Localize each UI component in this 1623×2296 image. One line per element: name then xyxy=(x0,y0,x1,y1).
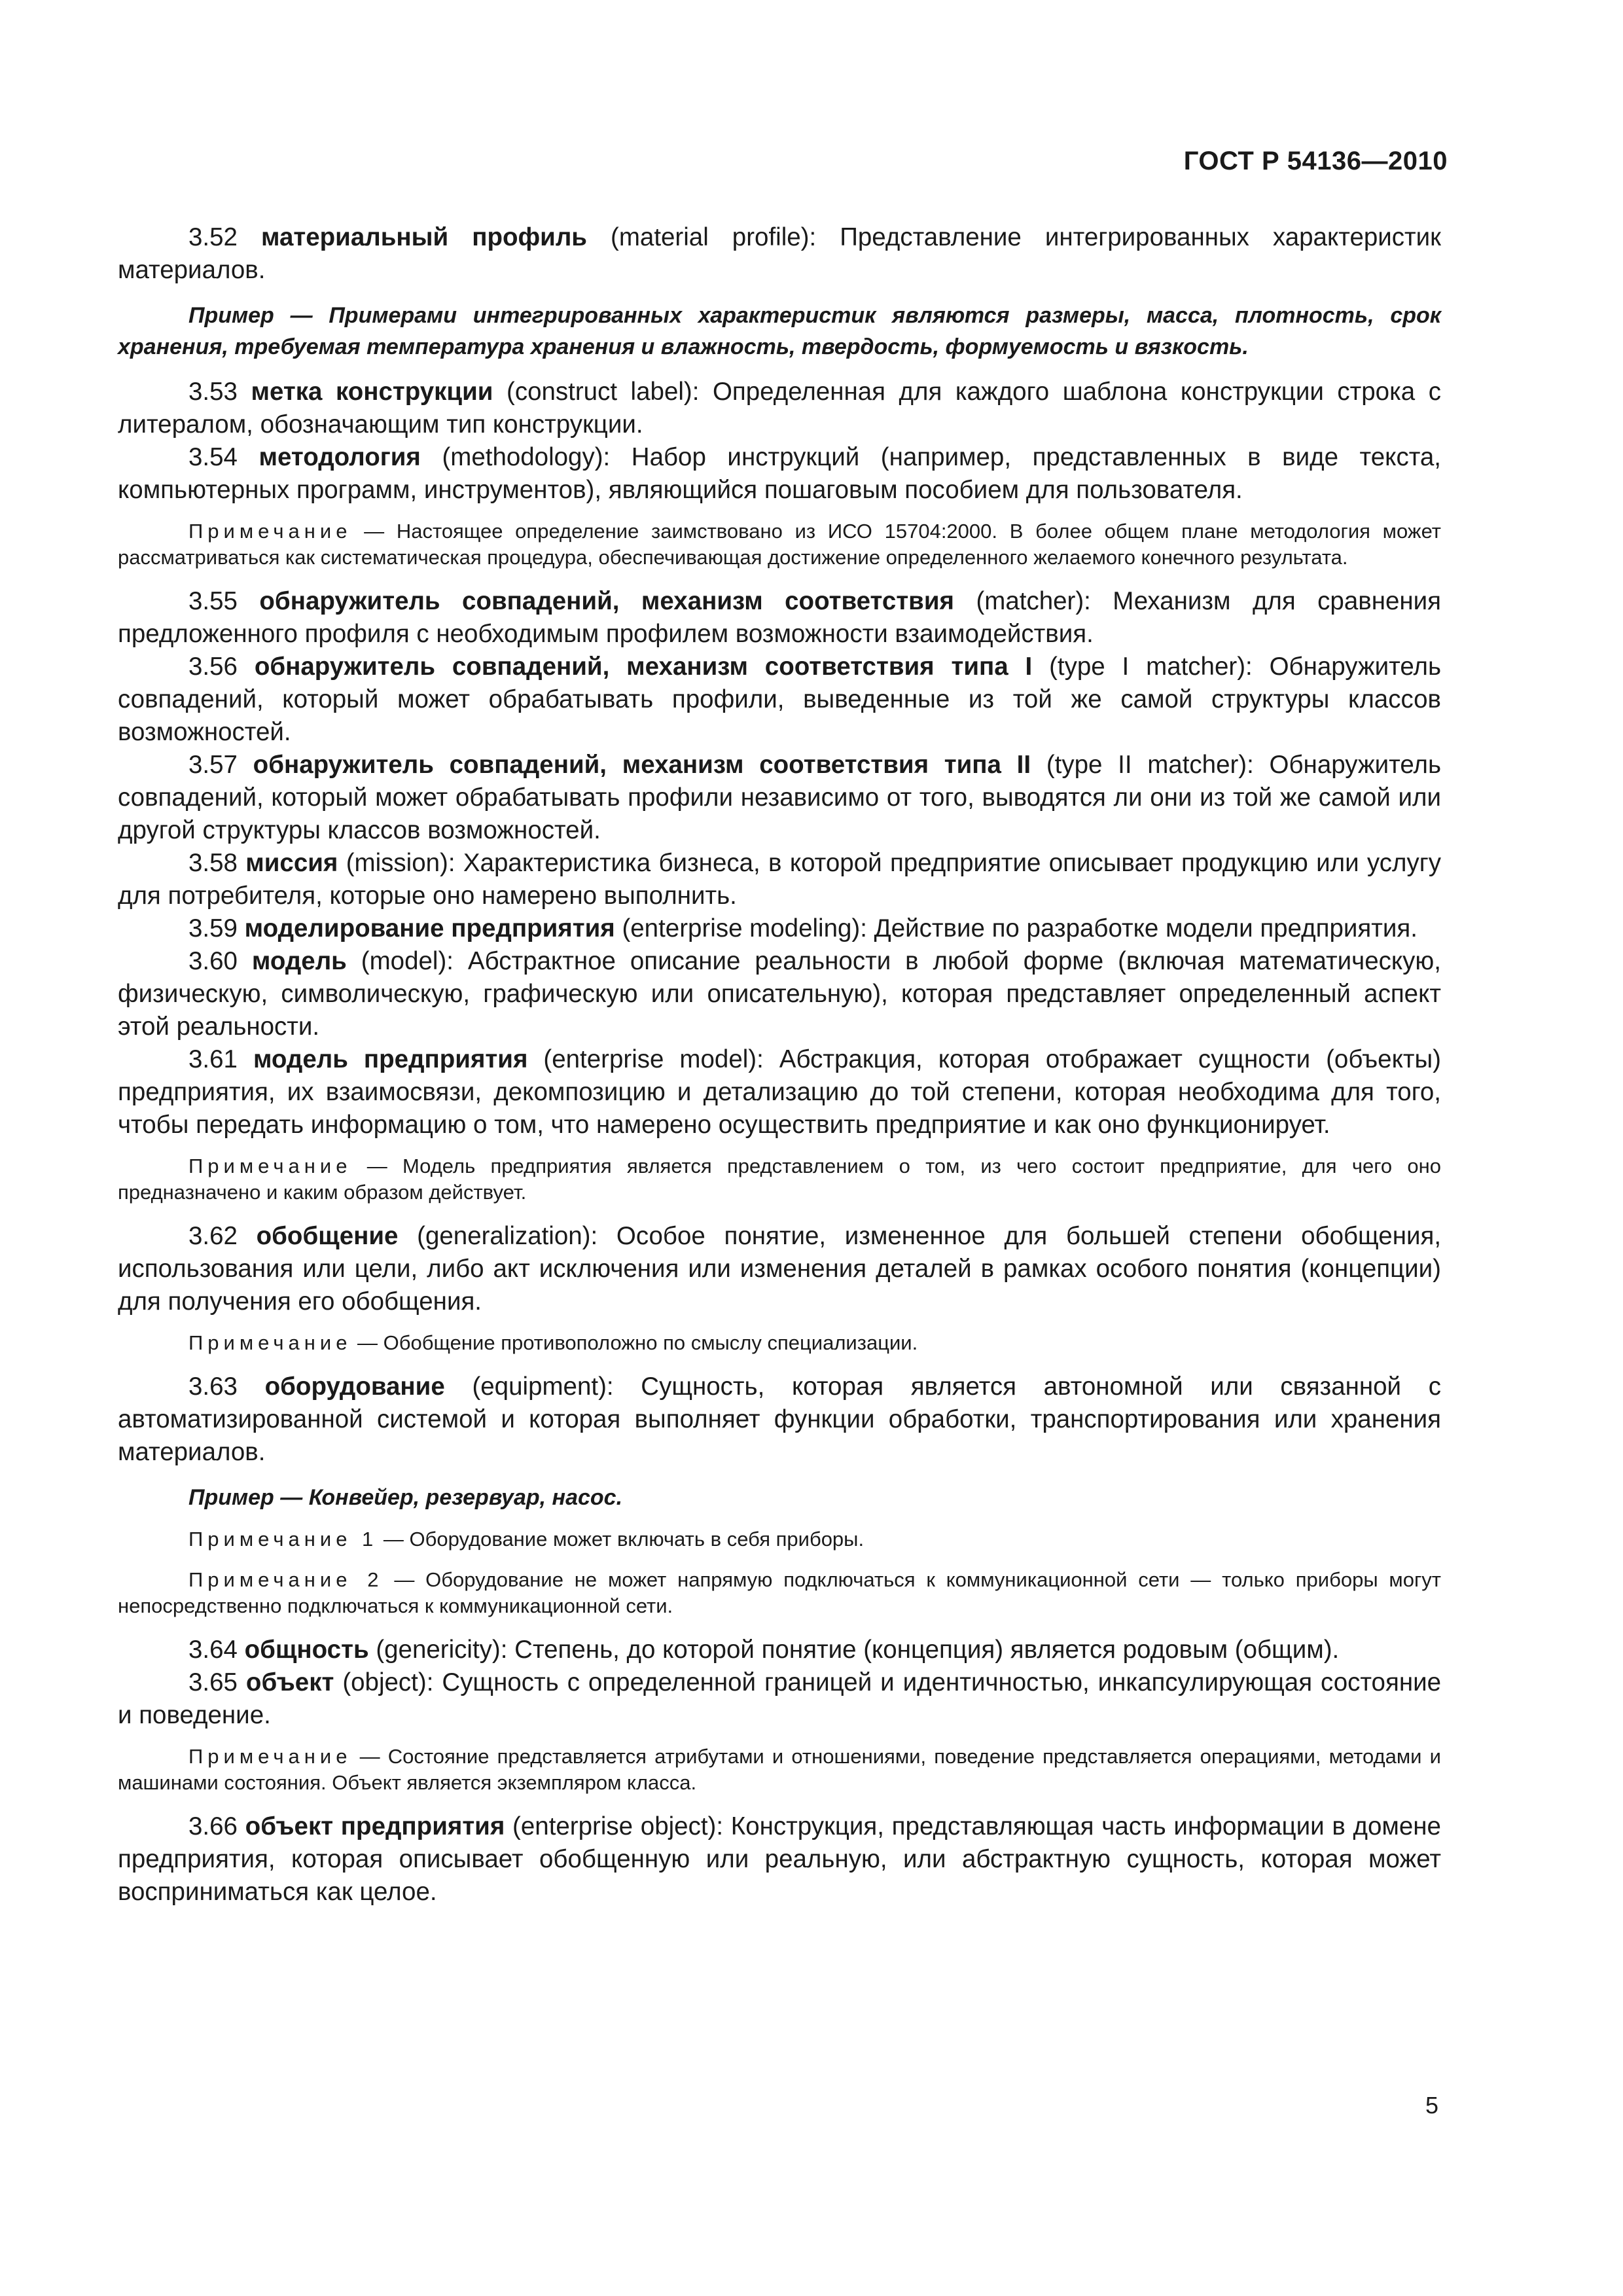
term-3-52 xyxy=(118,221,1441,287)
term-name: обнаружитель совпадений, механизм соответствия типа I xyxy=(254,653,1033,681)
note-2-3-63 xyxy=(118,1567,1441,1619)
term-3-55 xyxy=(118,585,1441,651)
term-number: 3.62 xyxy=(188,1222,238,1250)
term-name: модель предприятия xyxy=(253,1045,528,1073)
term-number: 3.60 xyxy=(188,947,238,975)
term-definition: : Абстракция, которая отображает сущности (объекты) предприятия, их взаимосвязи, декомпозицию и детализацию до той степени, которая необходима для того, чтобы передать информацию о том, что намерено осуществить предприятие и как оно функционирует. xyxy=(118,1045,1441,1139)
note-1-3-63 xyxy=(118,1526,1441,1552)
note-text: — Состояние представляется атрибутами и отношениями, поведение представляется операциями, методами и машинами состояния. Объект является экземпляром класса. xyxy=(118,1745,1441,1794)
term-number: 3.54 xyxy=(188,443,238,471)
term-number: 3.55 xyxy=(188,587,238,615)
term-definition: : Представление интегрированных характеристик материалов. xyxy=(118,223,1442,284)
term-definition: : Обнаружитель совпадений, который может обрабатывать профили независимо от того, выводятся ли они из той же самой или другой структуры классов возможностей. xyxy=(118,751,1442,844)
term-number: 3.52 xyxy=(188,223,238,251)
term-name: моделирование предприятия xyxy=(244,914,615,942)
term-number: 3.61 xyxy=(188,1045,238,1073)
term-english: (enterprise modeling) xyxy=(622,914,861,942)
term-name: оборудование xyxy=(264,1372,445,1401)
term-english: (object) xyxy=(342,1668,427,1696)
term-name: обнаружитель совпадений, механизм соответствия xyxy=(259,587,954,615)
term-3-56 xyxy=(118,651,1441,749)
term-name: материальный профиль xyxy=(260,223,587,251)
term-name: обобщение xyxy=(256,1222,399,1250)
term-number: 3.59 xyxy=(188,914,238,942)
term-english: (methodology) xyxy=(442,443,603,471)
example-3-52: Пример — Примерами интегрированных характеристик являются размеры, масса, плотность, срок хранения, требуемая температура хранения и влажность, твердость, формуемость и вязкость. xyxy=(118,303,1441,359)
term-3-59 xyxy=(118,912,1441,945)
note-text: — Настоящее определение заимствовано из ИСО 15704:2000. В более общем плане методология может рассматриваться как систематическая процедура, обеспечивающая достижение определенного желаемого конечного результата. xyxy=(118,520,1441,569)
term-name: миссия xyxy=(245,849,338,877)
term-definition: : Степень, до которой понятие (концепция) является родовым (общим). xyxy=(500,1636,1340,1664)
term-3-60 xyxy=(118,945,1441,1043)
term-3-62 xyxy=(118,1220,1441,1318)
term-3-65 xyxy=(118,1666,1441,1732)
term-english: (construct label) xyxy=(507,378,692,406)
note-3-65 xyxy=(118,1744,1441,1796)
term-name: объект xyxy=(245,1668,334,1696)
term-definition: : Обнаружитель совпадений, который может обрабатывать профили, выведенные из той же самой структуры классов возможностей. xyxy=(118,653,1442,746)
term-english: (mission) xyxy=(346,849,448,877)
term-name: методология xyxy=(259,443,421,471)
term-definition: : Механизм для сравнения предложенного профиля с необходимым профилем возможности взаимодействия. xyxy=(118,587,1441,648)
term-3-66 xyxy=(118,1810,1441,1909)
term-definition: : Абстрактное описание реальности в любой форме (включая математическую, физическую, символическую, графическую или описательную), которая представляет определенный аспект этой реальности. xyxy=(118,947,1441,1041)
term-name: обнаружитель совпадений, механизм соответствия типа II xyxy=(253,751,1031,779)
note-text: — Оборудование не может напрямую подключаться к коммуникационной сети — только приборы могут непосредственно подключаться к коммуникационной сети. xyxy=(118,1568,1441,1617)
term-3-53 xyxy=(118,376,1441,441)
term-number: 3.57 xyxy=(188,751,238,779)
term-name: метка конструкции xyxy=(251,378,493,406)
term-english: (type I matcher) xyxy=(1049,653,1246,681)
term-english: (matcher) xyxy=(976,587,1084,615)
term-english: (equipment) xyxy=(472,1372,607,1401)
note-label: Примечание xyxy=(188,1745,352,1768)
note-text: — Оборудование может включать в себя приборы. xyxy=(378,1528,865,1551)
term-english: (enterprise object) xyxy=(512,1812,717,1840)
note-text: — Модель предприятия является представлением о том, из чего состоит предприятие, для чего оно предназначено и каким образом действует. xyxy=(118,1155,1441,1204)
term-number: 3.56 xyxy=(188,653,238,681)
note-label: Примечание xyxy=(188,520,352,543)
term-3-54 xyxy=(118,441,1441,507)
term-3-57 xyxy=(118,749,1441,847)
term-number: 3.65 xyxy=(188,1668,238,1696)
term-definition: : Характеристика бизнеса, в которой предприятие описывает продукцию или услугу для потребителя, которые оно намерено выполнить. xyxy=(118,849,1441,910)
term-definition: : Конструкция, представляющая часть информации в домене предприятия, которая описывает обобщенную или реальную, или абстрактную сущность, которая может восприниматься как целое. xyxy=(118,1812,1441,1906)
term-english: (genericity) xyxy=(376,1636,501,1664)
page-number: 5 xyxy=(1425,2092,1438,2119)
term-english: (type II matcher) xyxy=(1046,751,1247,779)
term-3-58 xyxy=(118,847,1441,912)
note-text: — Обобщение противоположно по смыслу специализации. xyxy=(351,1331,918,1354)
term-english: (model) xyxy=(361,947,447,975)
term-3-61 xyxy=(118,1043,1441,1141)
note-3-61 xyxy=(118,1153,1441,1206)
term-definition: : Особое понятие, измененное для большей степени обобщения, использования или цели, либо акт исключения или изменения деталей в рамках особого понятия (концепции) для получения его обобщения. xyxy=(118,1222,1442,1316)
page-content xyxy=(118,221,1441,1909)
term-name: объект предприятия xyxy=(245,1812,505,1840)
example-3-63: Пример — Конвейер, резервуар, насос. xyxy=(188,1485,623,1510)
term-english: (material profile) xyxy=(611,223,810,251)
term-definition: : Набор инструкций (например, представленных в виде текста, компьютерных программ, инструментов), являющийся пошаговым пособием для пользователя. xyxy=(118,443,1442,504)
note-label: Примечание 2 xyxy=(188,1568,383,1591)
term-definition: : Сущность с определенной границей и идентичностью, инкапсулирующая состояние и поведение. xyxy=(118,1668,1442,1729)
term-definition: : Определенная для каждого шаблона конструкции строка с литералом, обозначающим тип конструкции. xyxy=(118,378,1441,439)
note-label: Примечание xyxy=(188,1155,352,1177)
note-label: Примечание xyxy=(188,1331,352,1354)
term-english: (enterprise model) xyxy=(543,1045,757,1073)
term-english: (generalization) xyxy=(417,1222,591,1250)
term-3-63 xyxy=(118,1371,1441,1469)
note-3-54 xyxy=(118,518,1441,571)
term-name: общность xyxy=(244,1636,369,1664)
term-name: модель xyxy=(251,947,347,975)
note-3-62 xyxy=(118,1330,1441,1356)
term-3-64 xyxy=(118,1634,1441,1666)
term-definition: : Сущность, которая является автономной или связанной с автоматизированной системой и которая выполняет функции обработки, транспортирования или хранения материалов. xyxy=(118,1372,1441,1466)
term-definition: : Действие по разработке модели предприятия. xyxy=(860,914,1418,942)
term-number: 3.64 xyxy=(188,1636,238,1664)
note-label: Примечание 1 xyxy=(188,1528,378,1551)
term-number: 3.53 xyxy=(188,378,238,406)
term-number: 3.63 xyxy=(188,1372,238,1401)
term-number: 3.58 xyxy=(188,849,238,877)
term-number: 3.66 xyxy=(188,1812,238,1840)
document-code-header: ГОСТ Р 54136—2010 xyxy=(1183,147,1448,175)
